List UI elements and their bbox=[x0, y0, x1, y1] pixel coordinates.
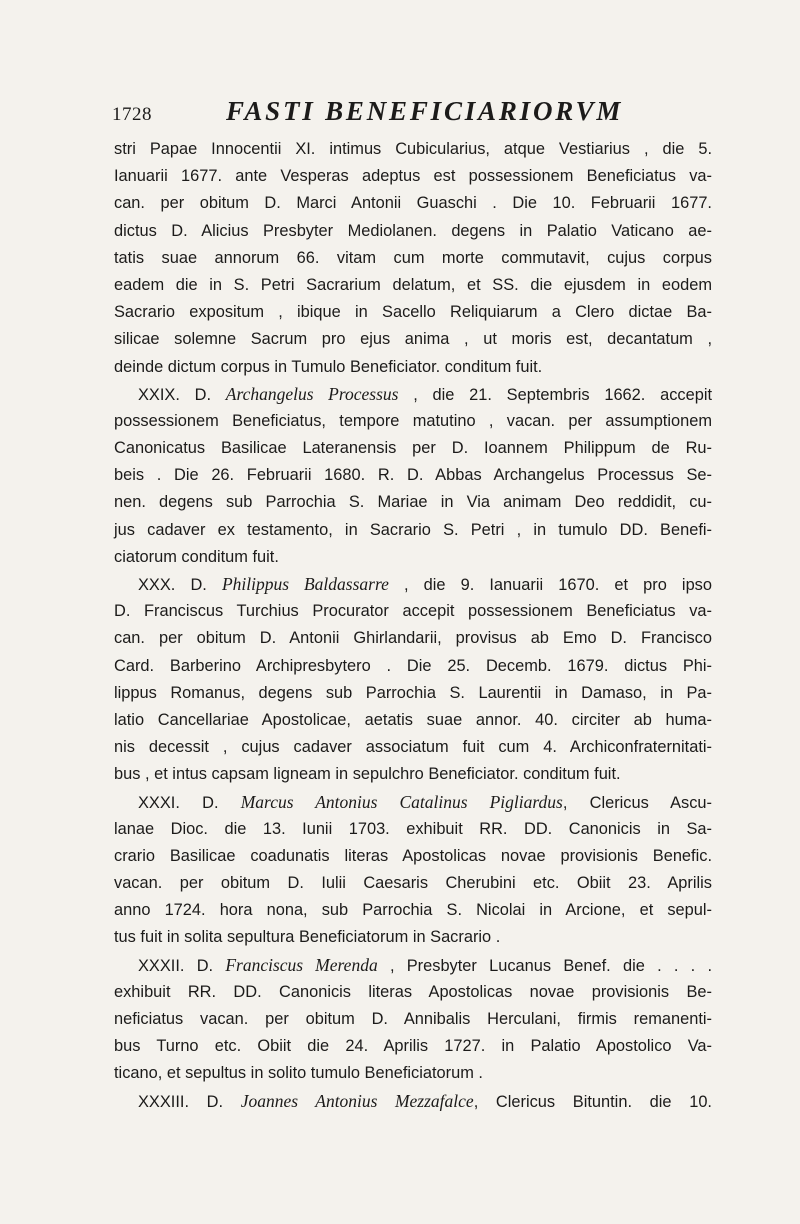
text-line: beis . Die 26. Februarii 1680. R. D. Abbas Archangelus Processus Se- bbox=[114, 466, 712, 485]
person-name: Joannes Antonius Mezzafalce bbox=[240, 1090, 474, 1111]
text-line: nis decessit , cujus cadaver associatum fuit cum 4. Archiconfraternitati- bbox=[114, 738, 712, 757]
entry-text: , die 21. Septembris 1662. accepit bbox=[398, 385, 713, 404]
text-line: Ianuarii 1677. ante Vesperas adeptus est possessionem Beneficiatus va- bbox=[114, 167, 712, 186]
text-line: dictus D. Alicius Presbyter Mediolanen. degens in Palatio Vaticano ae- bbox=[114, 221, 712, 240]
entry-text: , Presbyter Lucanus Benef. die . . . . bbox=[377, 956, 713, 975]
text-line: bus , et intus capsam ligneam in sepulchro Beneficiator. conditum fuit. bbox=[114, 765, 621, 784]
text-line: Card. Barberino Archipresbytero . Die 25. Decemb. 1679. dictus Phi- bbox=[114, 656, 712, 675]
text-line: eadem die in S. Petri Sacrarium delatum, et SS. die ejusdem in eodem bbox=[114, 275, 712, 294]
text-line: lippus Romanus, degens sub Parrochia S. Laurentii in Damaso, in Pa- bbox=[114, 683, 712, 702]
text-line: nen. degens sub Parrochia S. Mariae in Via animam Deo reddidit, cu- bbox=[114, 493, 712, 512]
text-line: Sacrario expositum , ibique in Sacello Reliquiarum a Clero dictae Ba- bbox=[114, 303, 712, 322]
text-line: lanae Dioc. die 13. Iunii 1703. exhibuit RR. DD. Canonicis in Sa- bbox=[114, 819, 712, 838]
body-text bbox=[114, 136, 712, 1115]
text-line: ciatorum conditum fuit. bbox=[114, 547, 279, 566]
text-line: Canonicatus Basilicae Lateranensis per D. Ioannem Philippum de Ru- bbox=[114, 439, 712, 458]
page-number: 1728 bbox=[112, 104, 152, 125]
text-line: anno 1724. hora nona, sub Parrochia S. Nicolai in Arcione, et sepul- bbox=[114, 901, 712, 920]
text-line: latio Cancellariae Apostolicae, aetatis suae annor. 40. circiter ab huma- bbox=[114, 710, 712, 729]
entry-number: XXXII. D. bbox=[138, 956, 226, 975]
person-name: Archangelus Processus bbox=[225, 383, 399, 404]
text-line: vacan. per obitum D. Iulii Caesaris Cherubini etc. Obiit 23. Aprilis bbox=[114, 874, 712, 893]
text-line: jus cadaver ex testamento, in Sacrario S. Petri , in tumulo DD. Benefi- bbox=[114, 520, 712, 539]
entry-heading-line bbox=[114, 381, 712, 408]
text-line: can. per obitum D. Marci Antonii Guaschi . Die 10. Februarii 1677. bbox=[114, 194, 712, 213]
text-line: exhibuit RR. DD. Canonicis literas Apostolicas novae provisionis Be- bbox=[114, 982, 712, 1001]
text-line: bus Turno etc. Obiit die 24. Aprilis 1727. in Palatio Apostolico Va- bbox=[114, 1037, 712, 1056]
text-line: can. per obitum D. Antonii Ghirlandarii, provisus ab Emo D. Francisco bbox=[114, 629, 712, 648]
entry-number: XXXIII. D. bbox=[138, 1092, 241, 1111]
entry-text: , die 9. Ianuarii 1670. et pro ipso bbox=[388, 576, 712, 594]
entry-text: , Clericus Bituntin. die 10. bbox=[473, 1092, 712, 1111]
text-line: ticano, et sepultus in solito tumulo Beneficiatorum . bbox=[114, 1064, 483, 1083]
entry-text: , Clericus Ascu- bbox=[562, 793, 713, 812]
text-line: tatis suae annorum 66. vitam cum morte commutavit, cujus corpus bbox=[114, 248, 712, 267]
page-header bbox=[112, 96, 712, 130]
entry-heading-line bbox=[114, 789, 712, 816]
entry-heading-line bbox=[114, 952, 712, 979]
person-name: Marcus Antonius Catalinus Pigliardus bbox=[240, 791, 563, 812]
text-line: tus fuit in solita sepultura Beneficiatorum in Sacrario . bbox=[114, 928, 501, 947]
entry-number: XXXI. D. bbox=[138, 793, 241, 812]
text-line: D. Franciscus Turchius Procurator accepit possessionem Beneficiatus va- bbox=[114, 602, 712, 621]
text-line: crario Basilicae coadunatis literas Apostolicas novae provisionis Benefic. bbox=[114, 846, 712, 865]
running-title: FASTI BENEFICIARIORVM bbox=[226, 96, 624, 126]
entry-heading-line bbox=[114, 571, 712, 598]
person-name: Franciscus Merenda bbox=[225, 954, 378, 975]
entry-heading-line bbox=[114, 1088, 712, 1115]
text-line: silicae solemne Sacrum pro ejus anima , ut moris est, decantatum , bbox=[114, 330, 712, 349]
text-line: deinde dictum corpus in Tumulo Beneficiator. conditum fuit. bbox=[114, 357, 543, 376]
entry-number: XXX. D. bbox=[138, 576, 222, 594]
text-line: possessionem Beneficiatus, tempore matutino , vacan. per assumptionem bbox=[114, 411, 712, 430]
text-line: stri Papae Innocentii XI. intimus Cubicularius, atque Vestiarius , die 5. bbox=[114, 140, 712, 158]
entry-number: XXIX. D. bbox=[138, 385, 226, 404]
person-name: Philippus Baldassarre bbox=[221, 574, 389, 594]
text-line: neficiatus vacan. per obitum D. Annibalis Herculani, firmis remanenti- bbox=[114, 1010, 712, 1028]
